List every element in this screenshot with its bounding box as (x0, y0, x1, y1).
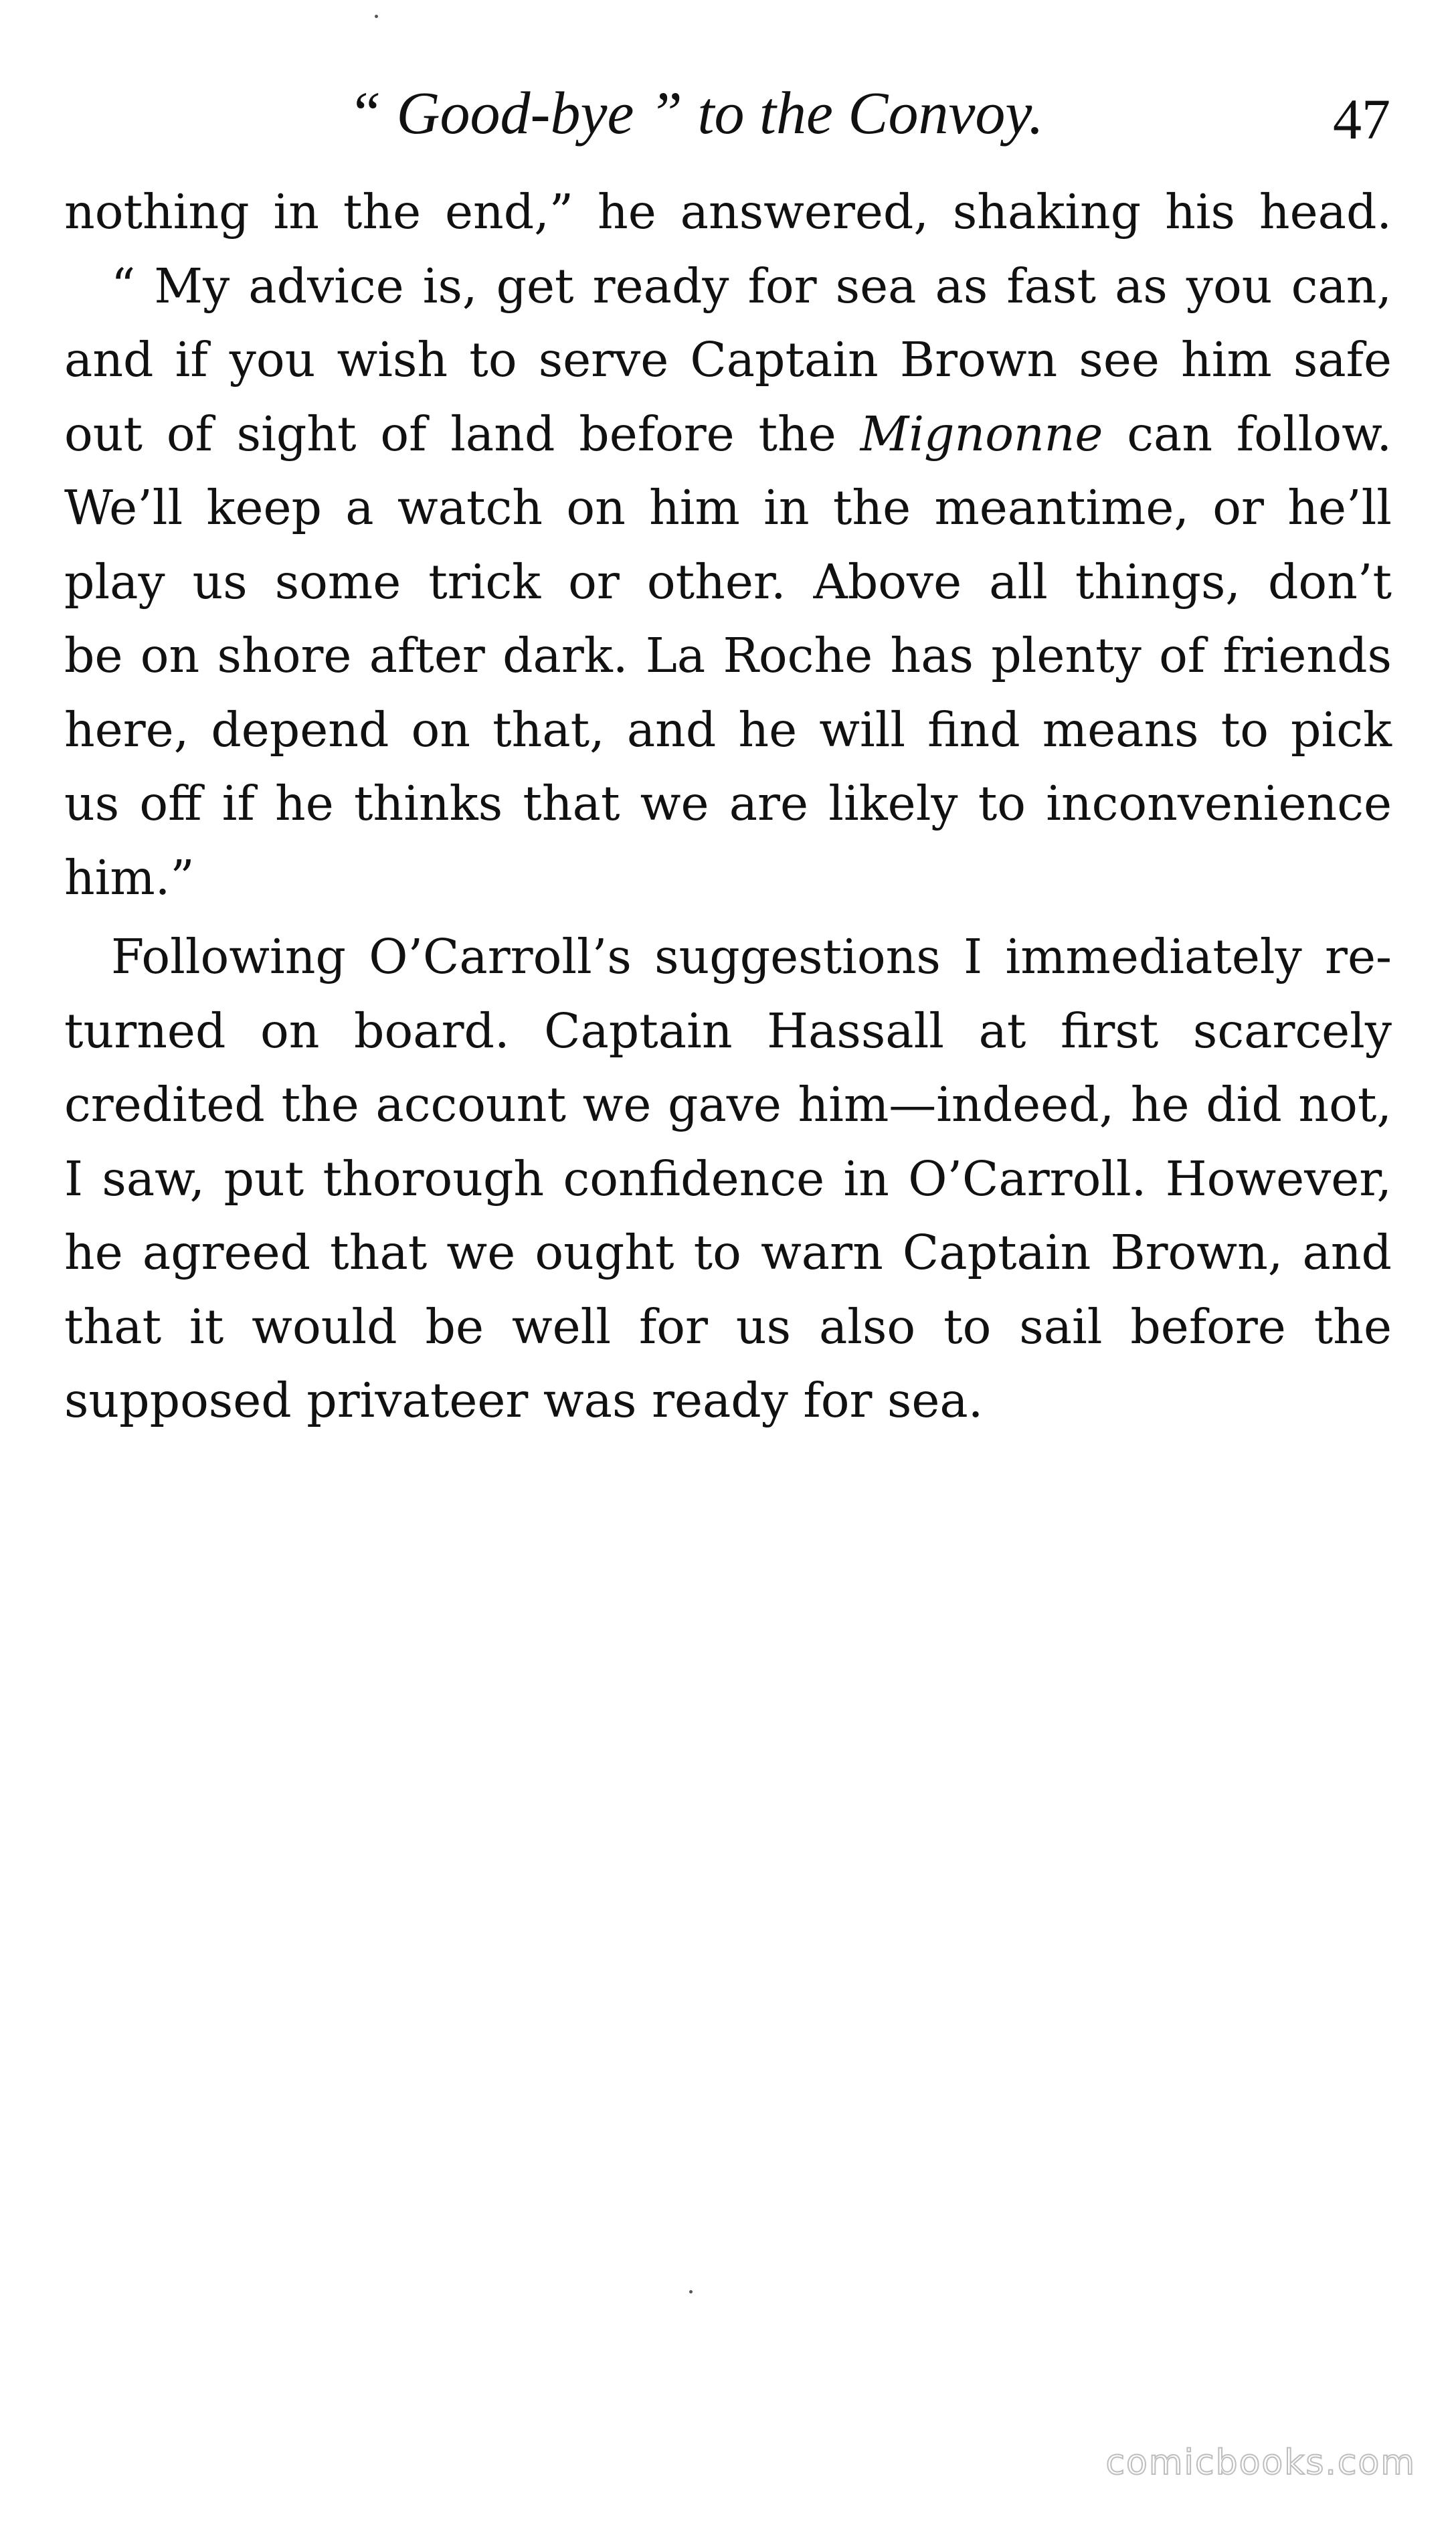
text-line: and if you wish to serve Captain Brown see him safe (64, 332, 1392, 387)
page-number: 47 (1333, 87, 1390, 151)
running-title: “ Good-bye ” to the Convoy. (348, 80, 1044, 147)
text-line: play us some trick or other. Above all things, don’t (64, 553, 1392, 610)
watermark-logo: comicbooks.com (1105, 2443, 1416, 2483)
body-text (64, 175, 1392, 1438)
text-line: I saw, put thorough confidence in O’Carroll. However, (64, 1150, 1392, 1207)
text-line: We’ll keep a watch on him in the meantime, or he’ll (64, 480, 1392, 535)
paragraph-gap (64, 915, 1392, 920)
text-line: turned on board. Captain Hassall at first scarcely (64, 1003, 1392, 1059)
speck-mark (689, 2290, 693, 2293)
text-line: be on shore after dark. La Roche has plenty of friends (64, 628, 1392, 683)
ship-name-italic: Mignonne (860, 406, 1103, 462)
text-line: nothing in the end,” he answered, shaking his head. (64, 184, 1392, 240)
text-line: “ My advice is, get ready for sea as fast as you can, (111, 258, 1392, 314)
page-header (0, 74, 1456, 154)
text-line: he agreed that we ought to warn Captain Brown, and (64, 1225, 1392, 1280)
text-segment: can follow. (1103, 406, 1392, 462)
text-line: here, depend on that, and he will find means to pick (64, 701, 1392, 758)
text-line: us off if he thinks that we are likely to inconvenience (64, 776, 1392, 831)
text-line: credited the account we gave him—indeed, he did not, (64, 1077, 1392, 1132)
speck-mark (375, 15, 378, 18)
text-line (64, 398, 1392, 472)
text-line: that it would be well for us also to sail before the (64, 1298, 1392, 1355)
text-segment: out of sight of land before the (64, 406, 860, 462)
text-line: him.” (64, 849, 195, 905)
text-line: supposed privateer was ready for sea. (64, 1373, 984, 1428)
text-line: Following O’Carroll’s suggestions I immediately re- (111, 929, 1392, 984)
